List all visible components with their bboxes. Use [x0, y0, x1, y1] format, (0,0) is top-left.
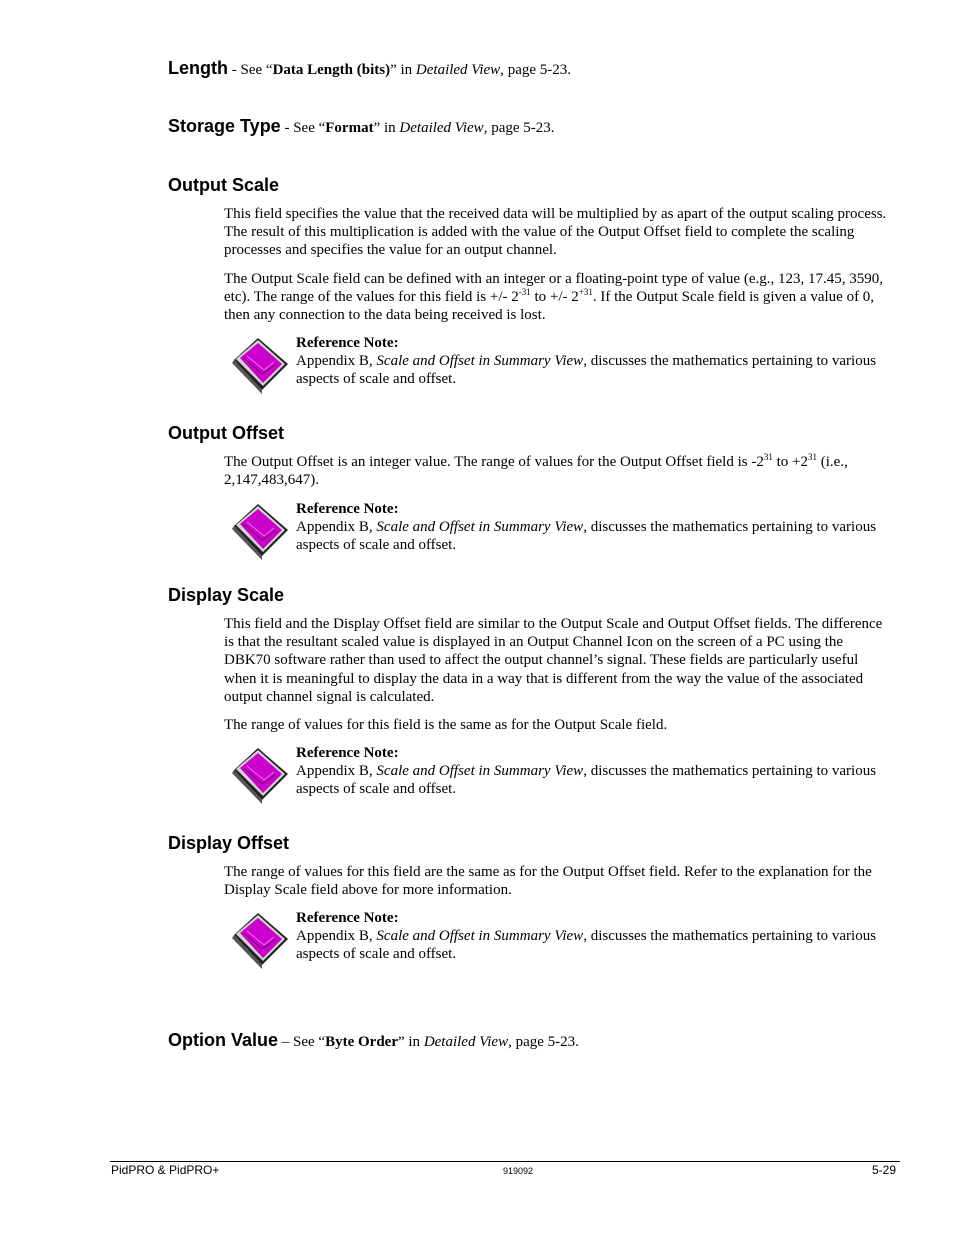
- range-exponent-low: -31: [518, 287, 531, 298]
- length-see-prefix: - See “: [228, 62, 273, 78]
- reference-note-output-offset: [230, 501, 892, 568]
- output-scale-paragraph-1: This field specifies the value that the received data will be multiplied by as apart of the output scaling process. The result of this multiplication is added with the value of the Output Offset field to complete the scaling processes and specifies the value for an output channel.: [224, 206, 887, 259]
- range-exponent-high: +31: [578, 287, 593, 298]
- reference-note-text: Appendix B, Scale and Offset in Summary View, discusses the mathematics pertaining to various aspects of scale and offset.: [296, 353, 877, 388]
- footer-product-name: PidPRO & PidPRO+: [111, 1163, 220, 1177]
- length-heading: Length: [168, 58, 228, 78]
- reference-book-icon: [230, 909, 292, 971]
- reference-note-text: Appendix B, Scale and Offset in Summary View, discusses the mathematics pertaining to various aspects of scale and offset.: [296, 763, 877, 798]
- reference-note-label: Reference Note:: [296, 501, 399, 517]
- option-value-line: [168, 1030, 579, 1051]
- display-scale-heading: Display Scale: [168, 585, 285, 605]
- length-see-suffix: , page 5-23.: [500, 62, 571, 78]
- option-value-see-mid: ” in: [397, 1034, 424, 1050]
- reference-note-body: [296, 334, 896, 389]
- option-value-see-suffix: , page 5-23.: [508, 1034, 579, 1050]
- reference-note-display-scale: [230, 745, 892, 812]
- reference-note-display-offset: [230, 910, 892, 977]
- reference-note-body: [296, 500, 896, 555]
- option-value-ref-term: Byte Order: [325, 1034, 398, 1050]
- reference-note-text: Appendix B, Scale and Offset in Summary View, discusses the mathematics pertaining to various aspects of scale and offset.: [296, 519, 877, 554]
- option-value-heading: Option Value: [168, 1030, 279, 1050]
- storage-type-see-mid: ” in: [373, 120, 400, 136]
- reference-note-output-scale: [230, 335, 892, 402]
- storage-type-line: [168, 116, 555, 137]
- output-offset-paragraph: The Output Offset is an integer value. The range of values for the Output Offset field is $-2^{31}$ to $+2^{31}$ (i.e., 2,147,483,647).: [224, 452, 848, 489]
- reference-book-icon: [230, 500, 292, 562]
- storage-type-see-prefix: - See “: [280, 120, 326, 136]
- storage-type-see-suffix: , page 5-23.: [483, 120, 555, 136]
- reference-note-label: Reference Note:: [296, 745, 399, 761]
- reference-book-icon: [230, 744, 292, 806]
- option-value-ref-view: Detailed View: [423, 1034, 509, 1050]
- footer-divider: [110, 1161, 900, 1162]
- output-scale-heading: Output Scale: [168, 175, 280, 195]
- reference-note-body: [296, 744, 896, 799]
- display-scale-paragraph-2: The range of values for this field is the same as for the Output Scale field.: [224, 717, 668, 733]
- footer-page-number: 5-29: [872, 1163, 897, 1177]
- display-scale-paragraph-1: This field and the Display Offset field are similar to the Output Scale and Output Offset fields. The difference is that the resultant scaled value is displayed in an Output Channel Icon on the screen of a PC using the DBK70 software rather than used to affect the output channel’s signal. These fields are particularly useful when it is meaningful to display the data in a way that is different from the way the value of the associated output channel signal is calculated.: [224, 616, 883, 705]
- display-offset-paragraph: The range of values for this field are the same as for the Output Offset field. Refer to the explanation for the Display Scale field above for more information.: [224, 864, 872, 899]
- length-ref-view: Detailed View: [415, 62, 501, 78]
- length-line: [168, 58, 571, 79]
- reference-note-text: Appendix B, Scale and Offset in Summary View, discusses the mathematics pertaining to various aspects of scale and offset.: [296, 928, 877, 963]
- footer-document-number: 919092: [503, 1166, 534, 1176]
- storage-type-ref-view: Detailed View: [399, 120, 484, 136]
- display-offset-heading: Display Offset: [168, 833, 290, 853]
- output-scale-paragraph-2: The Output Scale field can be defined with an integer or a floating-point type of value (e.g., 123, 17.45, 3590, etc). The range of the values for this field is +/- $2^{-31}$ to +/- $2^{+31}$. If the Output Scale field is given a value of 0, then any connection to the data being received is lost.: [224, 271, 883, 324]
- reference-note-body: [296, 909, 896, 964]
- option-value-see-prefix: – See “: [278, 1034, 326, 1050]
- reference-book-icon: [230, 334, 292, 396]
- reference-note-label: Reference Note:: [296, 335, 399, 351]
- output-offset-heading: Output Offset: [168, 423, 284, 443]
- storage-type-heading: Storage Type: [168, 116, 281, 136]
- reference-note-label: Reference Note:: [296, 910, 399, 926]
- length-see-mid: ” in: [390, 62, 416, 78]
- length-ref-term: Data Length (bits): [272, 62, 391, 78]
- storage-type-ref-term: Format: [325, 120, 374, 136]
